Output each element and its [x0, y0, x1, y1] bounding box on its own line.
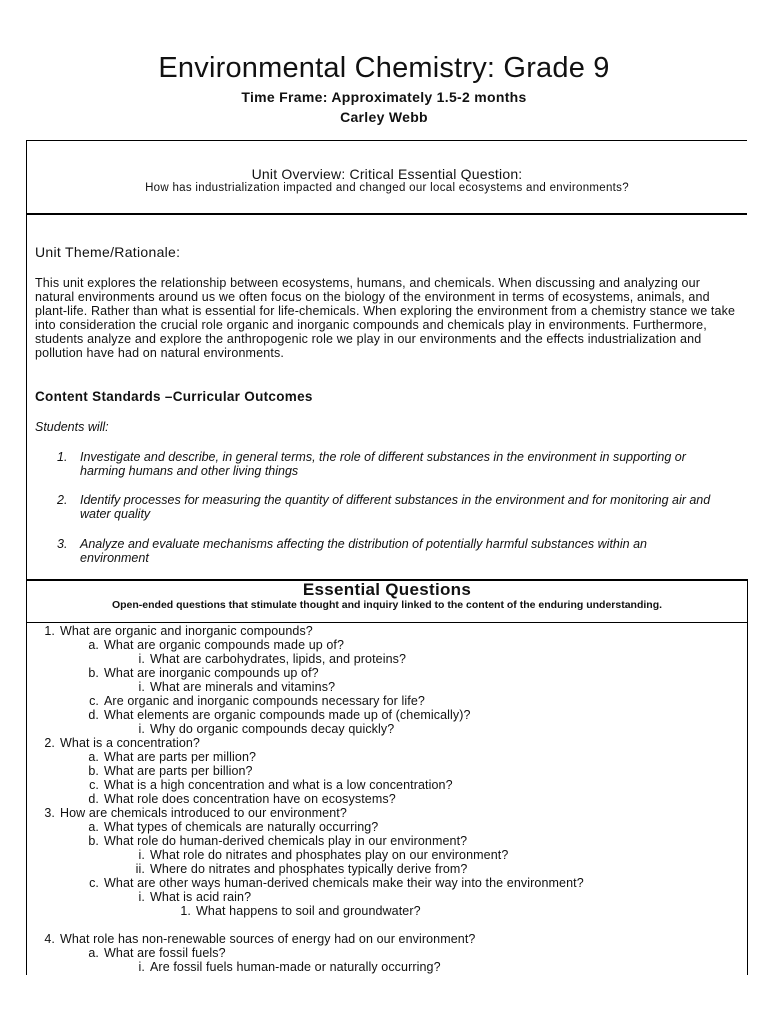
- list-item: [171, 904, 421, 918]
- students-will-label: Students will:: [35, 420, 109, 434]
- outcome-text: Analyze and evaluate mechanisms affecting the distribution of potentially harmful substances within an environment: [80, 537, 647, 565]
- question-text: What types of chemicals are naturally occurring?: [104, 820, 379, 834]
- question-text: What are inorganic compounds up of?: [104, 666, 319, 680]
- document-title: Environmental Chemistry: Grade 9: [158, 52, 610, 84]
- question-text: What are carbohydrates, lipids, and proteins?: [150, 652, 407, 666]
- list-marker: c.: [89, 694, 99, 708]
- outcome-item: [57, 493, 717, 521]
- list-marker: b.: [88, 834, 99, 848]
- question-text: What are other ways human-derived chemicals make their way into the environment?: [104, 876, 584, 890]
- standards-heading: Content Standards –Curricular Outcomes: [35, 389, 313, 404]
- list-marker: a.: [88, 946, 99, 960]
- question-text: What is acid rain?: [150, 890, 252, 904]
- outcome-number: 3.: [57, 537, 68, 551]
- list-item: [79, 694, 425, 708]
- list-marker: a.: [88, 638, 99, 652]
- list-item: [125, 652, 406, 666]
- section-divider: [27, 622, 747, 623]
- list-item: [79, 778, 453, 792]
- list-marker: c.: [89, 778, 99, 792]
- list-marker: 3.: [44, 806, 55, 820]
- question-text: What are parts per million?: [104, 750, 257, 764]
- list-item: [35, 806, 347, 820]
- list-marker: 1.: [44, 624, 55, 638]
- list-marker: d.: [88, 708, 99, 722]
- list-item: [79, 708, 471, 722]
- outcome-text: Identify processes for measuring the quantity of different substances in the environment and for monitoring air and water quality: [80, 493, 711, 521]
- question-text: What are minerals and vitamins?: [150, 680, 336, 694]
- outcome-text: Investigate and describe, in general terms, the role of different substances in the environment in supporting or harming humans and other living things: [80, 450, 686, 478]
- list-item: [79, 764, 253, 778]
- list-item: [125, 960, 441, 974]
- list-marker: b.: [88, 764, 99, 778]
- outcome-number: 2.: [57, 493, 68, 507]
- list-marker: i.: [138, 722, 145, 736]
- list-item: [79, 876, 584, 890]
- question-text: What role has non-renewable sources of energy had on our environment?: [60, 932, 476, 946]
- list-marker: 2.: [44, 736, 55, 750]
- list-item: [35, 624, 313, 638]
- outcome-item: [57, 537, 717, 565]
- essential-questions-section: [26, 579, 748, 975]
- list-item: [125, 848, 508, 862]
- question-text: Are organic and inorganic compounds necessary for life?: [104, 694, 425, 708]
- question-text: What happens to soil and groundwater?: [196, 904, 421, 918]
- question-text: Why do organic compounds decay quickly?: [150, 722, 395, 736]
- theme-heading: Unit Theme/Rationale:: [35, 244, 181, 260]
- outcome-item: [57, 450, 717, 478]
- question-text: What role does concentration have on ecosystems?: [104, 792, 396, 806]
- list-marker: a.: [88, 750, 99, 764]
- list-marker: 4.: [44, 932, 55, 946]
- list-item: [125, 862, 467, 876]
- list-marker: i.: [138, 680, 145, 694]
- list-marker: ii.: [135, 862, 145, 876]
- list-item: [79, 750, 256, 764]
- list-marker: i.: [138, 890, 145, 904]
- overview-heading: Unit Overview: Critical Essential Question:: [251, 166, 523, 182]
- list-marker: d.: [88, 792, 99, 806]
- question-text: What are fossil fuels?: [104, 946, 226, 960]
- question-text: What is a concentration?: [60, 736, 200, 750]
- list-marker: i.: [138, 848, 145, 862]
- list-item: [125, 680, 335, 694]
- question-text: What elements are organic compounds made up of (chemically)?: [104, 708, 471, 722]
- list-item: [79, 820, 378, 834]
- theme-paragraph: This unit explores the relationship between ecosystems, humans, and chemicals. When discussing and analyzing our natural environments around us we often focus on the biology of the environment in terms of ecosystems, animals, and plant-life. Rather than what is essential for life-chemicals. When exploring the environment from a chemistry stance we take into consideration the crucial role organic and inorganic compounds and chemicals play in environments. Furthermore, students analyze and explore the anthropogenic role we play in our environments and the effects industrialization and pollution have had on natural environments.: [35, 276, 736, 360]
- question-text: What role do nitrates and phosphates play on our environment?: [150, 848, 509, 862]
- question-text: What is a high concentration and what is a low concentration?: [104, 778, 453, 792]
- time-frame: Time Frame: Approximately 1.5-2 months: [241, 89, 527, 105]
- question-text: What are parts per billion?: [104, 764, 253, 778]
- unit-overview-section: [26, 140, 747, 215]
- list-marker: i.: [138, 960, 145, 974]
- question-text: What role do human-derived chemicals play in our environment?: [104, 834, 468, 848]
- list-item: [79, 946, 226, 960]
- list-item: [125, 890, 251, 904]
- list-item: [35, 736, 200, 750]
- outcome-number: 1.: [57, 450, 68, 464]
- list-item: [79, 666, 319, 680]
- rationale-section: [26, 213, 747, 581]
- list-marker: c.: [89, 876, 99, 890]
- question-text: Are fossil fuels human-made or naturally occurring?: [150, 960, 441, 974]
- question-text: Where do nitrates and phosphates typically derive from?: [150, 862, 468, 876]
- author-name: Carley Webb: [340, 109, 428, 125]
- list-marker: b.: [88, 666, 99, 680]
- critical-question: How has industrialization impacted and changed our local ecosystems and environments?: [145, 182, 629, 194]
- question-text: What are organic compounds made up of?: [104, 638, 345, 652]
- list-marker: 1.: [180, 904, 191, 918]
- essential-questions-subheading: Open-ended questions that stimulate thought and inquiry linked to the content of the enduring understanding.: [111, 599, 663, 611]
- list-item: [35, 932, 475, 946]
- list-item: [79, 638, 344, 652]
- question-text: How are chemicals introduced to our environment?: [60, 806, 347, 820]
- question-text: What are organic and inorganic compounds?: [60, 624, 313, 638]
- essential-questions-heading: Essential Questions: [302, 580, 472, 599]
- list-item: [79, 834, 467, 848]
- list-marker: i.: [138, 652, 145, 666]
- list-item: [79, 792, 396, 806]
- list-marker: a.: [88, 820, 99, 834]
- list-item: [125, 722, 394, 736]
